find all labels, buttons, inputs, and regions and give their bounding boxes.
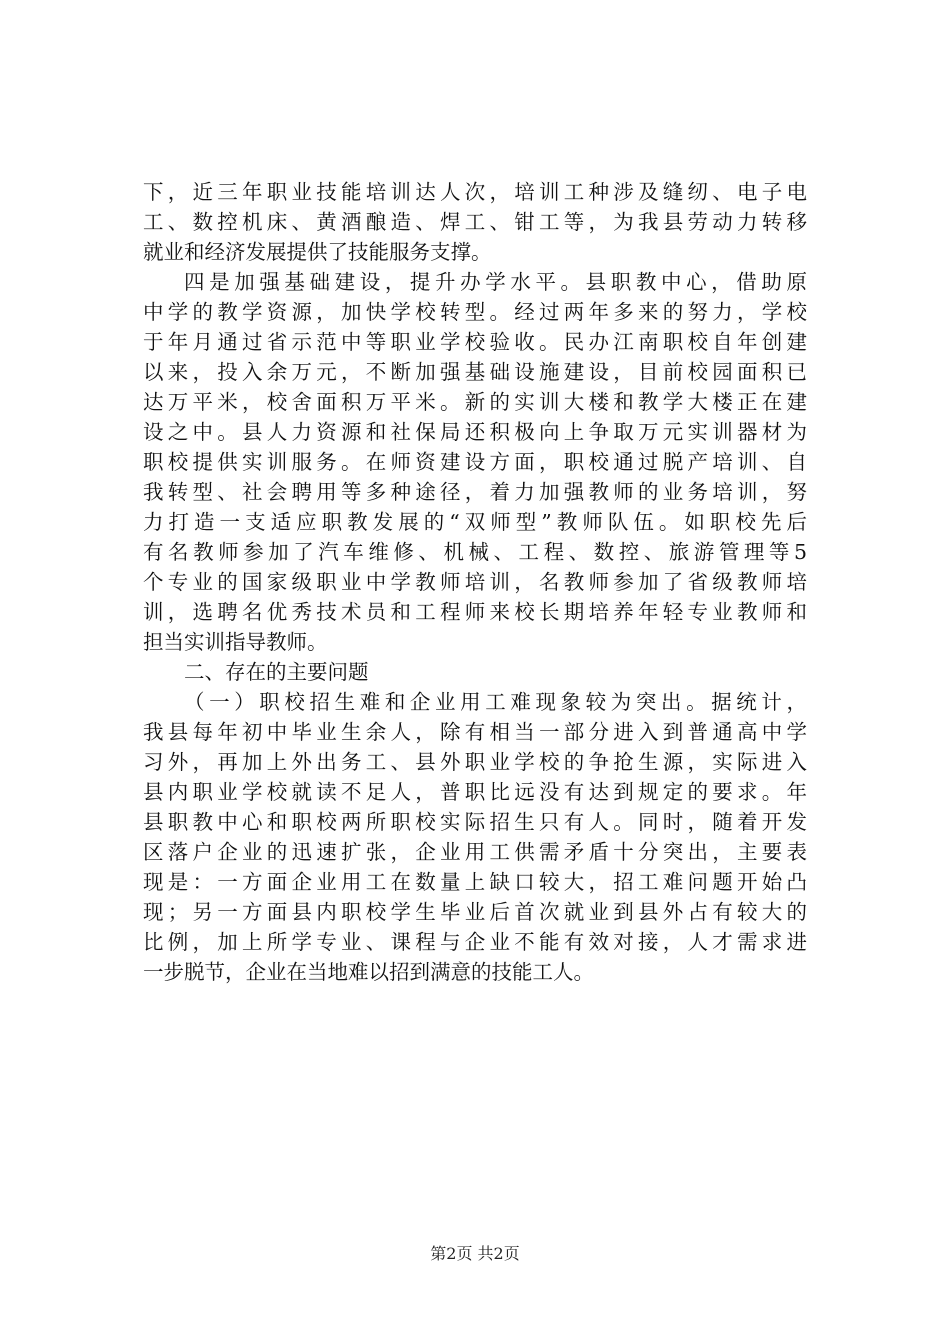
text-line: 四是加强基础建设，提升办学水平。县职教中心，借助原 [184, 270, 807, 294]
text-line: 担当实训指导教师。 [143, 630, 328, 654]
text-line: （一）职校招生难和企业用工难现象较为突出。据统计， [184, 690, 807, 714]
text-line: 有名教师参加了汽车维修、机械、工程、数控、旅游管理等5 [143, 540, 807, 564]
text-line: 习外，再加上外出务工、县外职业学校的争抢生源，实际进入 [143, 750, 807, 774]
text-line: 设之中。县人力资源和社保局还积极向上争取万元实训器材为 [143, 420, 807, 444]
text-line: 一步脱节，企业在当地难以招到满意的技能工人。 [143, 960, 594, 984]
text-line: 以来，投入余万元，不断加强基础设施建设，目前校园面积已 [143, 360, 807, 384]
text-line: 下，近三年职业技能培训达人次，培训工种涉及缝纫、电子电 [143, 180, 807, 204]
text-line: 个专业的国家级职业中学教师培训，名教师参加了省级教师培 [143, 570, 807, 594]
text-line: 我县每年初中毕业生余人，除有相当一部分进入到普通高中学 [143, 720, 807, 744]
text-line: 就业和经济发展提供了技能服务支撑。 [143, 240, 492, 264]
text-line: 现是：一方面企业用工在数量上缺口较大，招工难问题开始凸 [143, 870, 807, 894]
text-line: 二、存在的主要问题 [184, 660, 369, 684]
text-line: 县内职业学校就读不足人，普职比远没有达到规定的要求。年 [143, 780, 807, 804]
text-line: 达万平米，校舍面积万平米。新的实训大楼和教学大楼正在建 [143, 390, 807, 414]
document-body [143, 177, 807, 987]
text-line: 县职教中心和职校两所职校实际招生只有人。同时，随着开发 [143, 810, 807, 834]
text-line: 区落户企业的迅速扩张，企业用工供需矛盾十分突出，主要表 [143, 840, 807, 864]
text-line: 力打造一支适应职教发展的“双师型”教师队伍。如职校先后 [143, 510, 807, 534]
text-line: 我转型、社会聘用等多种途径，着力加强教师的业务培训，努 [143, 480, 807, 504]
text-line: 现；另一方面县内职校学生毕业后首次就业到县外占有较大的 [143, 900, 807, 924]
text-line: 于年月通过省示范中等职业学校验收。民办江南职校自年创建 [143, 330, 807, 354]
text-line: 中学的教学资源，加快学校转型。经过两年多来的努力，学校 [143, 300, 807, 324]
page-footer: 第2页 共2页 [430, 1244, 520, 1263]
text-line: 训，选聘名优秀技术员和工程师来校长期培养年轻专业教师和 [143, 600, 807, 624]
text-line: 工、数控机床、黄酒酿造、焊工、钳工等，为我县劳动力转移 [143, 210, 807, 234]
text-line: 职校提供实训服务。在师资建设方面，职校通过脱产培训、自 [143, 450, 807, 474]
text-line: 比例，加上所学专业、课程与企业不能有效对接，人才需求进 [143, 930, 807, 954]
